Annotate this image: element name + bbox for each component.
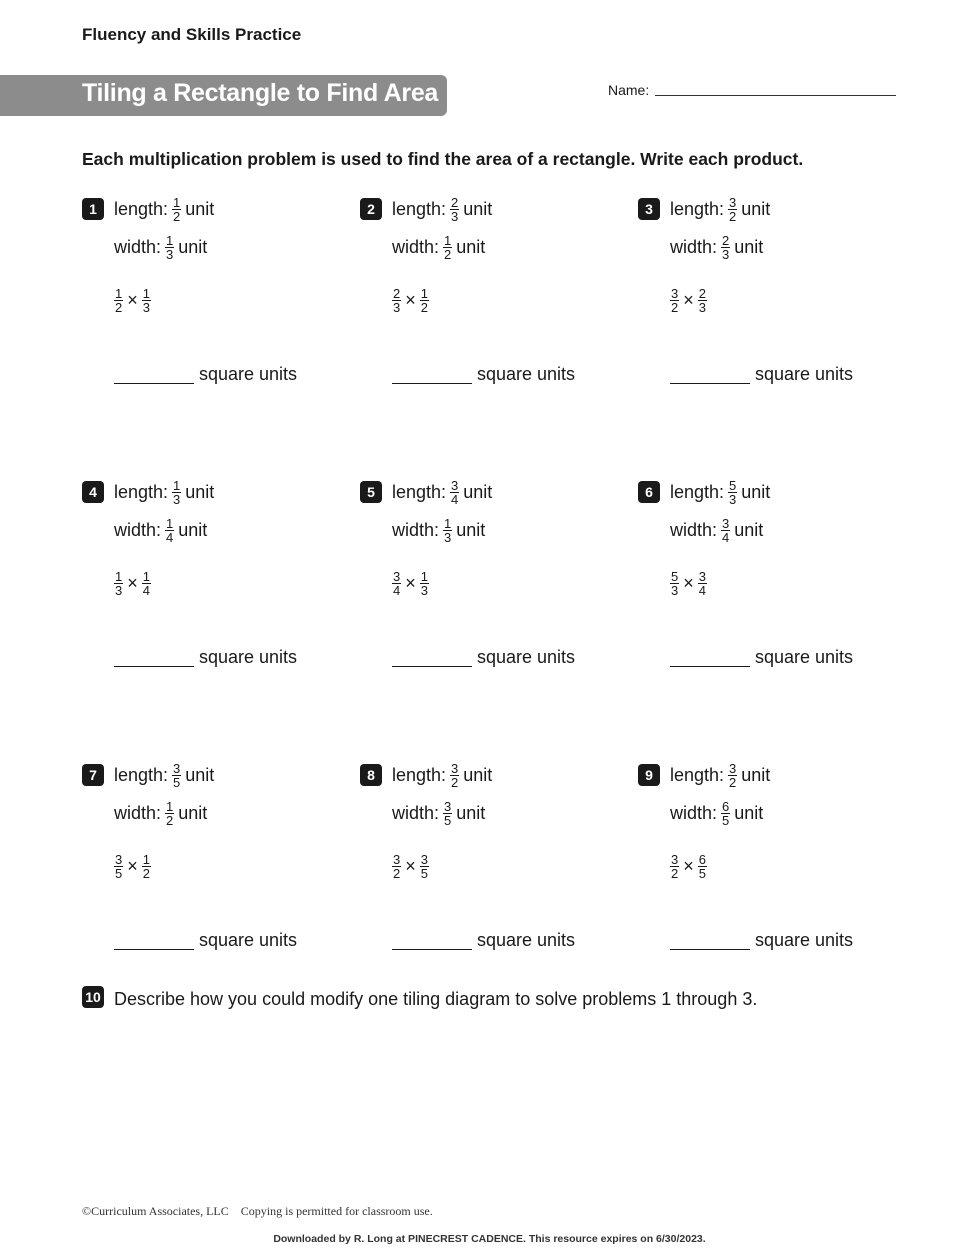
length-label: length: (670, 764, 725, 785)
problem-5 (360, 477, 620, 681)
problem-number-badge (638, 198, 660, 220)
length-row (114, 478, 214, 506)
number: 7 (89, 767, 97, 783)
length-unit: unit (463, 481, 493, 502)
width-fraction (165, 234, 174, 261)
problem-number-badge (638, 764, 660, 786)
width-den: 5 (722, 812, 730, 828)
answer-blank[interactable] (114, 648, 194, 667)
problem-6 (638, 477, 898, 681)
problem-8 (360, 760, 620, 964)
width-label: width: (114, 802, 162, 823)
number: 2 (367, 201, 375, 217)
instructions: Each multiplication problem is used to find the area of a rectangle. Write each product. (82, 149, 804, 169)
factor-b (142, 853, 151, 880)
b-num: 6 (698, 851, 706, 867)
factor-a (392, 570, 401, 597)
a-num: 3 (671, 285, 679, 301)
times-sign: × (683, 855, 694, 876)
width-unit: unit (456, 802, 486, 823)
b-num: 1 (142, 285, 150, 301)
problem-number-badge (360, 198, 382, 220)
a-den: 3 (671, 582, 679, 598)
width-den: 3 (444, 529, 452, 545)
length-num: 2 (451, 194, 459, 210)
a-num: 3 (393, 568, 401, 584)
answer-blank[interactable] (114, 931, 194, 950)
width-fraction (165, 517, 174, 544)
width-unit: unit (734, 236, 764, 257)
answer-row (392, 643, 575, 671)
multiplication-expression (114, 852, 151, 880)
number: 9 (645, 767, 653, 783)
problem-3 (638, 194, 898, 398)
answer-row (670, 360, 853, 388)
b-den: 2 (420, 299, 428, 315)
problem-number-badge (82, 198, 104, 220)
width-fraction (165, 800, 174, 827)
length-row (670, 761, 770, 789)
length-row (392, 195, 492, 223)
number: 3 (645, 201, 653, 217)
width-den: 5 (444, 812, 452, 828)
answer-suffix: square units (755, 363, 854, 384)
answer-blank[interactable] (392, 365, 472, 384)
a-den: 5 (115, 865, 123, 881)
length-den: 2 (451, 774, 459, 790)
width-label: width: (114, 236, 162, 257)
width-label: width: (392, 236, 440, 257)
question-10-text: Describe how you could modify one tiling diagram to solve problems 1 through 3. (114, 989, 758, 1009)
width-den: 4 (166, 529, 174, 545)
a-num: 5 (671, 568, 679, 584)
times-sign: × (127, 572, 138, 593)
width-row (670, 799, 763, 827)
length-unit: unit (741, 198, 771, 219)
width-unit: unit (178, 519, 208, 540)
width-den: 2 (166, 812, 174, 828)
download-note: Downloaded by R. Long at PINECREST CADENCE. This resource expires on 6/30/2023. (273, 1233, 706, 1245)
times-sign: × (683, 289, 694, 310)
length-label: length: (114, 764, 169, 785)
width-num: 2 (722, 232, 730, 248)
a-den: 3 (115, 582, 123, 598)
width-den: 2 (444, 246, 452, 262)
factor-a (114, 570, 123, 597)
length-num: 3 (451, 477, 459, 493)
length-num: 3 (729, 760, 737, 776)
factor-a (392, 853, 401, 880)
factor-a (392, 287, 401, 314)
length-row (670, 478, 770, 506)
width-label: width: (670, 236, 718, 257)
width-den: 3 (722, 246, 730, 262)
a-num: 3 (393, 851, 401, 867)
length-label: length: (392, 764, 447, 785)
length-label: length: (670, 481, 725, 502)
length-unit: unit (463, 764, 493, 785)
number: 1 (89, 201, 97, 217)
a-num: 1 (115, 285, 123, 301)
a-den: 2 (115, 299, 123, 315)
a-den: 2 (671, 299, 679, 315)
width-unit: unit (178, 802, 208, 823)
name-field[interactable] (655, 95, 896, 96)
length-row (392, 478, 492, 506)
answer-row (670, 926, 853, 954)
length-fraction (728, 762, 737, 789)
width-label: width: (392, 802, 440, 823)
width-unit: unit (178, 236, 208, 257)
times-sign: × (405, 855, 416, 876)
factor-b (698, 287, 707, 314)
problem-9 (638, 760, 898, 964)
title-banner (0, 75, 447, 116)
a-num: 1 (115, 568, 123, 584)
factor-b (698, 853, 707, 880)
length-num: 3 (729, 194, 737, 210)
answer-row (392, 360, 575, 388)
width-row (114, 799, 207, 827)
width-label: width: (114, 519, 162, 540)
answer-row (114, 643, 297, 671)
times-sign: × (405, 572, 416, 593)
width-fraction (443, 234, 452, 261)
multiplication-expression (114, 569, 151, 597)
b-den: 5 (698, 865, 706, 881)
b-num: 3 (698, 568, 706, 584)
number: 8 (367, 767, 375, 783)
a-den: 3 (393, 299, 401, 315)
width-row (670, 233, 763, 261)
multiplication-expression (670, 286, 707, 314)
answer-suffix: square units (199, 646, 298, 667)
answer-suffix: square units (477, 363, 576, 384)
factor-a (114, 287, 123, 314)
answer-row (114, 926, 297, 954)
factor-b (142, 570, 151, 597)
width-fraction (443, 800, 452, 827)
number: 4 (89, 484, 97, 500)
width-num: 1 (444, 515, 452, 531)
times-sign: × (683, 572, 694, 593)
width-row (114, 516, 207, 544)
width-fraction (721, 800, 730, 827)
width-unit: unit (734, 802, 764, 823)
factor-a (670, 287, 679, 314)
width-label: width: (670, 519, 718, 540)
width-den: 4 (722, 529, 730, 545)
width-num: 3 (444, 798, 452, 814)
width-den: 3 (166, 246, 174, 262)
width-label: width: (670, 802, 718, 823)
multiplication-expression (114, 286, 151, 314)
times-sign: × (127, 289, 138, 310)
name-label: Name: (608, 82, 650, 98)
width-num: 1 (166, 515, 174, 531)
width-num: 1 (166, 232, 174, 248)
factor-a (114, 853, 123, 880)
width-row (392, 233, 485, 261)
width-num: 3 (722, 515, 730, 531)
width-row (670, 516, 763, 544)
answer-blank[interactable] (114, 365, 194, 384)
width-num: 1 (166, 798, 174, 814)
width-row (114, 233, 207, 261)
width-row (392, 799, 485, 827)
b-num: 1 (142, 851, 150, 867)
answer-suffix: square units (755, 646, 854, 667)
answer-suffix: square units (199, 363, 298, 384)
b-den: 3 (420, 582, 428, 598)
b-den: 3 (698, 299, 706, 315)
length-den: 2 (729, 774, 737, 790)
length-den: 2 (729, 208, 737, 224)
length-num: 3 (451, 760, 459, 776)
length-den: 3 (451, 208, 459, 224)
length-den: 3 (173, 491, 181, 507)
copyright-footer: ©Curriculum Associates, LLC Copying is permitted for classroom use. (82, 1204, 433, 1218)
b-num: 3 (420, 851, 428, 867)
length-fraction (450, 196, 459, 223)
length-fraction (172, 479, 181, 506)
problem-4 (82, 477, 342, 681)
factor-b (698, 570, 707, 597)
b-den: 2 (142, 865, 150, 881)
factor-b (142, 287, 151, 314)
width-fraction (443, 517, 452, 544)
factor-a (670, 570, 679, 597)
factor-b (420, 287, 429, 314)
length-row (114, 761, 214, 789)
length-fraction (450, 479, 459, 506)
width-unit: unit (456, 519, 486, 540)
times-sign: × (405, 289, 416, 310)
problem-number-badge (82, 764, 104, 786)
length-unit: unit (463, 198, 493, 219)
width-unit: unit (734, 519, 764, 540)
b-den: 4 (142, 582, 150, 598)
length-label: length: (392, 481, 447, 502)
b-den: 3 (142, 299, 150, 315)
length-unit: unit (185, 764, 215, 785)
problem-number-badge (82, 481, 104, 503)
series-label: Fluency and Skills Practice (82, 25, 302, 44)
width-label: width: (392, 519, 440, 540)
b-num: 1 (142, 568, 150, 584)
problem-number-badge (360, 764, 382, 786)
b-num: 1 (420, 285, 428, 301)
a-num: 3 (115, 851, 123, 867)
multiplication-expression (670, 569, 707, 597)
factor-a (670, 853, 679, 880)
length-row (670, 195, 770, 223)
length-den: 3 (729, 491, 737, 507)
length-num: 1 (173, 194, 181, 210)
times-sign: × (127, 855, 138, 876)
width-row (392, 516, 485, 544)
length-fraction (172, 196, 181, 223)
length-unit: unit (185, 198, 215, 219)
answer-suffix: square units (199, 929, 298, 950)
length-unit: unit (741, 764, 771, 785)
length-unit: unit (185, 481, 215, 502)
b-num: 2 (698, 285, 706, 301)
length-den: 2 (173, 208, 181, 224)
problem-number-badge: 10 (82, 986, 104, 1008)
answer-row (670, 643, 853, 671)
answer-row (392, 926, 575, 954)
answer-blank[interactable] (392, 931, 472, 950)
length-fraction (172, 762, 181, 789)
length-fraction (450, 762, 459, 789)
length-label: length: (392, 198, 447, 219)
width-unit: unit (456, 236, 486, 257)
problem-number-badge (360, 481, 382, 503)
length-fraction (728, 479, 737, 506)
answer-suffix: square units (477, 929, 576, 950)
answer-blank[interactable] (392, 648, 472, 667)
problem-7 (82, 760, 342, 964)
b-den: 5 (420, 865, 428, 881)
length-label: length: (114, 198, 169, 219)
page-title: Tiling a Rectangle to Find Area (82, 79, 439, 107)
problem-1 (82, 194, 342, 398)
b-num: 1 (420, 568, 428, 584)
width-fraction (721, 517, 730, 544)
multiplication-expression (392, 286, 429, 314)
a-den: 2 (393, 865, 401, 881)
number: 5 (367, 484, 375, 500)
multiplication-expression (392, 852, 429, 880)
length-fraction (728, 196, 737, 223)
a-den: 4 (393, 582, 401, 598)
b-den: 4 (698, 582, 706, 598)
multiplication-expression (670, 852, 707, 880)
answer-suffix: square units (755, 929, 854, 950)
answer-suffix: square units (477, 646, 576, 667)
factor-b (420, 853, 429, 880)
number: 6 (645, 484, 653, 500)
length-label: length: (114, 481, 169, 502)
answer-blank[interactable] (670, 365, 750, 384)
width-num: 6 (722, 798, 730, 814)
length-row (114, 195, 214, 223)
length-den: 4 (451, 491, 459, 507)
answer-row (114, 360, 297, 388)
length-row (392, 761, 492, 789)
problem-2 (360, 194, 620, 398)
length-label: length: (670, 198, 725, 219)
length-num: 1 (173, 477, 181, 493)
length-num: 5 (729, 477, 737, 493)
factor-b (420, 570, 429, 597)
width-fraction (721, 234, 730, 261)
problem-number-badge (638, 481, 660, 503)
multiplication-expression (392, 569, 429, 597)
length-num: 3 (173, 760, 181, 776)
length-den: 5 (173, 774, 181, 790)
answer-blank[interactable] (670, 648, 750, 667)
answer-blank[interactable] (670, 931, 750, 950)
a-num: 2 (393, 285, 401, 301)
width-num: 1 (444, 232, 452, 248)
a-num: 3 (671, 851, 679, 867)
a-den: 2 (671, 865, 679, 881)
length-unit: unit (741, 481, 771, 502)
